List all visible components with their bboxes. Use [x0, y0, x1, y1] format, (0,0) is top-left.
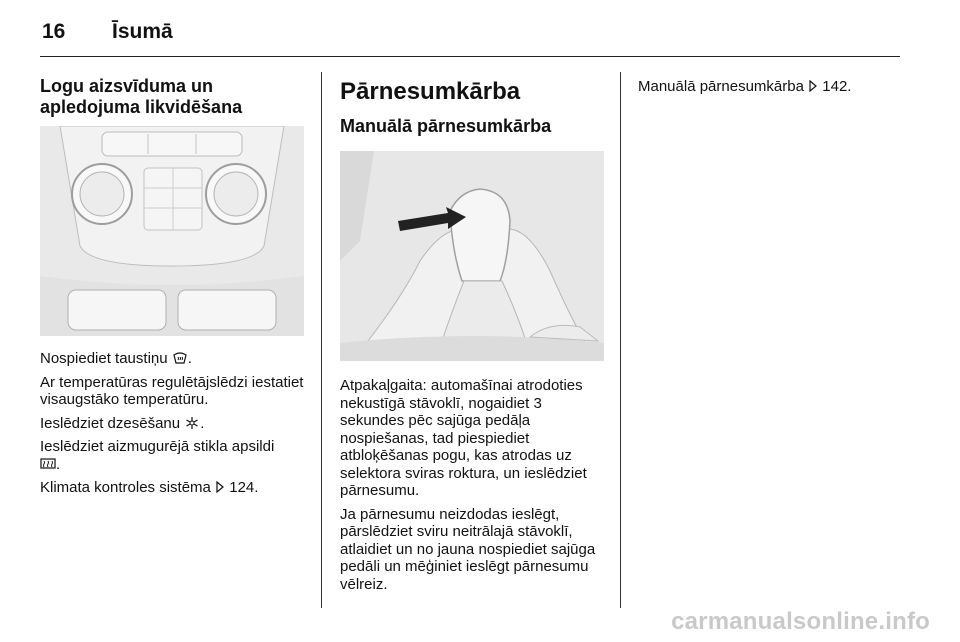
page-header	[40, 16, 900, 57]
defrost-step-3: Ieslēdziet dzesēšanu .	[40, 414, 205, 432]
column-divider-1	[321, 72, 322, 608]
transmission-section-heading: Pārnesumkārba	[340, 78, 521, 105]
reverse-gear-instruction: Atpakaļgaita: automašīnai atrodoties nekustīgā stāvoklī, nogaidiet 3 sekundes pēc sajūga pedāļa nospiešanas, tad piespiediet atbloķēšanas pogu, kas atrodas uz selektora sviras roktura, un ieslēdziet pārnesumu.	[340, 377, 587, 499]
defrost-step-4-text: Ieslēdziet aizmugurējā stikla apsildi	[40, 438, 275, 455]
windscreen-defrost-icon	[172, 351, 188, 365]
defrost-step-4: Ieslēdziet aizmugurējā stikla apsildi .	[40, 438, 275, 473]
defrost-step-5	[40, 479, 304, 497]
defrost-step-1: Nospiediet taustiņu .	[40, 350, 192, 367]
page-title: Īsumā	[112, 20, 173, 43]
column-divider-2	[620, 72, 621, 608]
page-number: 16	[42, 20, 66, 43]
manual-transmission-heading: Manuālā pārnesumkārba	[340, 116, 552, 136]
manual-transmission-reference	[638, 78, 902, 96]
climate-control-illustration	[40, 126, 304, 336]
snowflake-icon	[184, 416, 200, 430]
column-transmission	[340, 72, 604, 599]
climate-control-page-ref: 124.	[229, 479, 259, 496]
defrost-heading: Logu aizsvīduma un apledojuma likvidēšana	[40, 76, 243, 117]
gear-lever-illustration	[340, 151, 604, 361]
manual-transmission-page-ref: 142.	[822, 78, 852, 95]
column-reference	[638, 72, 902, 102]
column-defrost	[40, 72, 304, 503]
manual-transmission-link-text: Manuālā pārnesumkārba	[638, 78, 804, 95]
page-reference-icon	[215, 481, 225, 493]
defrost-step-3-text: Ieslēdziet dzesēšanu	[40, 414, 181, 432]
climate-control-link-text: Klimata kontroles sistēma	[40, 479, 211, 496]
watermark: carmanualsonline.info	[671, 608, 930, 635]
page-reference-icon	[808, 80, 818, 92]
gear-engage-retry-instruction: Ja pārnesumu neizdodas ieslēgt, pārslēdziet sviru neitrālajā stāvoklī, atlaidiet un no jauna nospiediet sajūga pedāli un mēģiniet ieslēgt pārnesumu vēlreiz.	[340, 505, 596, 593]
rear-window-heating-icon	[40, 457, 56, 471]
defrost-step-2: Ar temperatūras regulētājslēdzi iestatiet visaugstāko temperatūru.	[40, 373, 304, 408]
defrost-step-1-text: Nospiediet taustiņu	[40, 350, 168, 367]
